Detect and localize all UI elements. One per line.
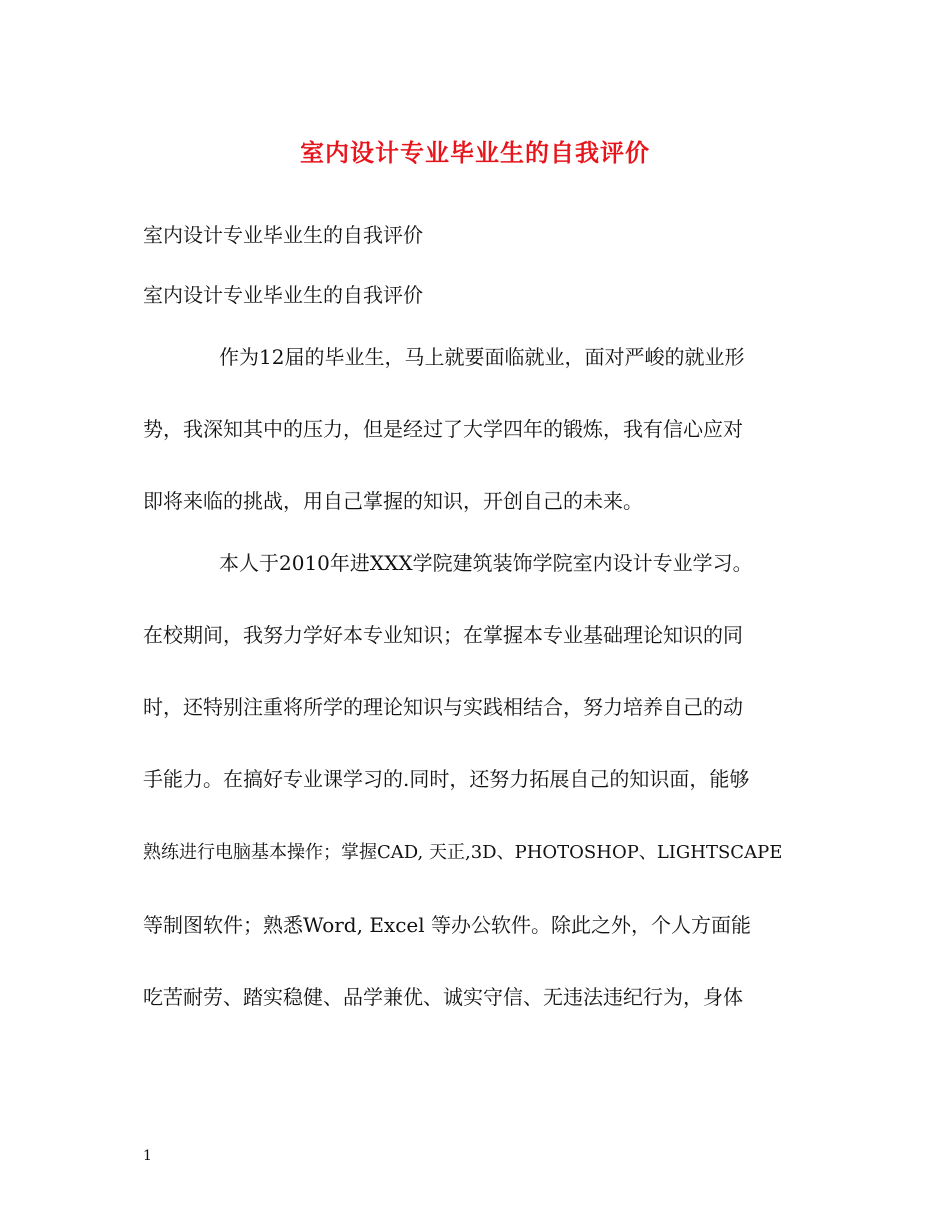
paragraph-2-line-2: 在校期间，我努力学好本专业知识；在掌握本专业基础理论知识的同 (143, 623, 743, 647)
paragraph-1-line-3: 即将来临的挑战，用自己掌握的知识，开创自己的未来。 (143, 489, 643, 513)
paragraph-2-line-3: 时，还特别注重将所学的理论知识与实践相结合，努力培养自己的动 (143, 695, 743, 719)
document-title: 室内设计专业毕业生的自我评价 (300, 138, 650, 167)
paragraph-2-line-5: 熟练进行电脑基本操作；掌握CAD, 天正,3D、PHOTOSHOP、LIGHTSCAPE (143, 842, 783, 863)
body-line-2: 室内设计专业毕业生的自我评价 (143, 283, 423, 307)
paragraph-1-line-1: 作为12届的毕业生，马上就要面临就业，面对严峻的就业形 (219, 345, 745, 369)
paragraph-2-line-7: 吃苦耐劳、踏实稳健、品学兼优、诚实守信、无违法违纪行为，身体 (143, 985, 743, 1009)
page-number: 1 (143, 1148, 152, 1164)
paragraph-2-line-6: 等制图软件；熟悉Word, Excel 等办公软件。除此之外，个人方面能 (143, 913, 751, 937)
body-line-1: 室内设计专业毕业生的自我评价 (143, 223, 423, 247)
paragraph-1-line-2: 势，我深知其中的压力，但是经过了大学四年的锻炼，我有信心应对 (143, 417, 743, 441)
paragraph-2-line-1: 本人于2010年进XXX学院建筑装饰学院室内设计专业学习。 (219, 551, 753, 575)
paragraph-2-line-4: 手能力。在搞好专业课学习的.同时，还努力拓展自己的知识面，能够 (143, 767, 750, 791)
